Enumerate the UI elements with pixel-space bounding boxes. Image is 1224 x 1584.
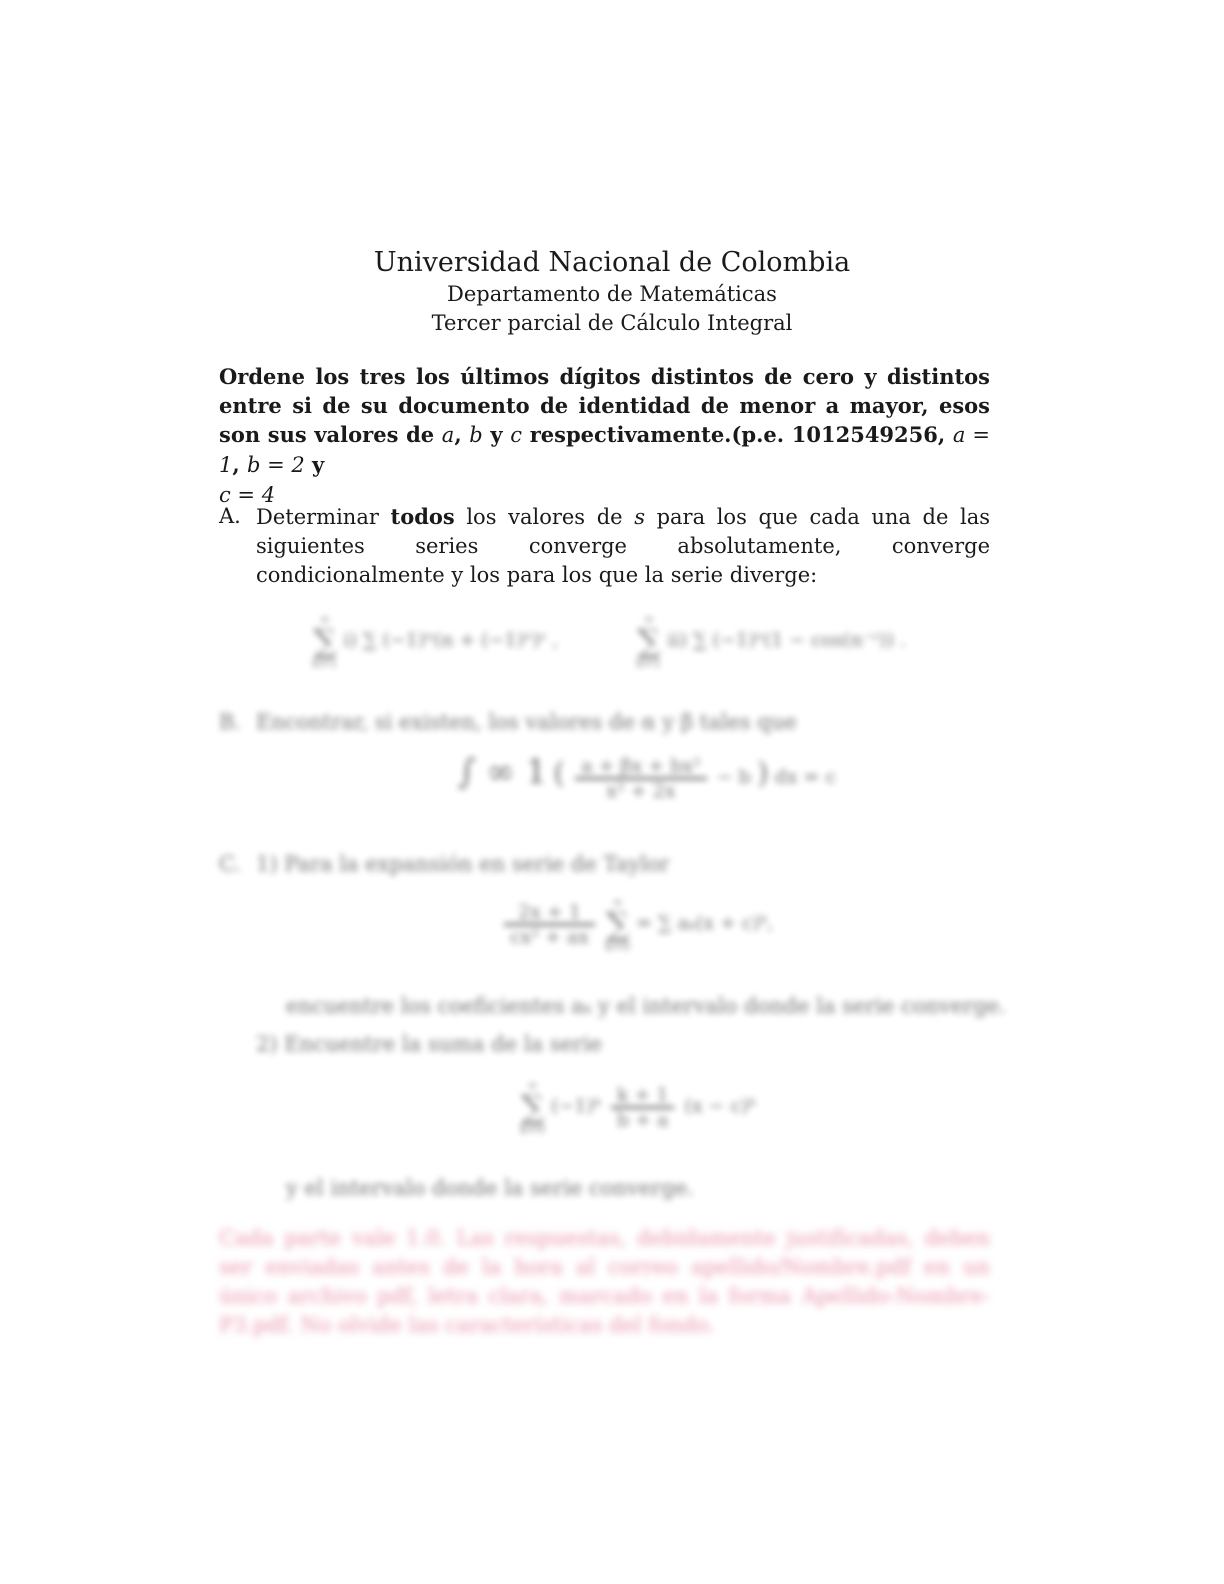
formula-taylor [500, 895, 773, 953]
formula-a-ii-body: ii) ∑ (−1)ⁿ(1 − cos(n⁻ˢ)) . [667, 629, 907, 651]
var-a: a [441, 423, 455, 447]
part-c-sub1-label: 1) [256, 852, 278, 876]
formula-b-tail: − b [716, 766, 751, 788]
formula-b-numerator: a + βx + bx² [581, 754, 701, 777]
formula-b-denominator: x² + 2x [575, 777, 707, 802]
taylor-denominator: cx² + ax [504, 923, 595, 948]
taylor-rhs: = ∑ aₖ(x + c)ᵏ, [636, 912, 774, 934]
formula-a-i-body: i) ∑ (−1)ⁿ(n + (−1)ⁿ)ˢ , [343, 629, 559, 651]
sep-1: , [454, 422, 470, 447]
part-a-text-mid: los valores de [454, 505, 635, 529]
series-lower: k=0 [520, 1122, 545, 1136]
exam-title: Tercer parcial de Cálculo Integral [431, 311, 793, 335]
series-numerator: k + 1 [616, 1083, 669, 1106]
part-a-label: A. [219, 504, 241, 528]
example-b: b = 2 [247, 453, 305, 477]
formula-a-i-lower: n=1 [312, 656, 338, 670]
instructions [219, 362, 990, 510]
part-b-label: B. [219, 710, 242, 734]
integral-sign: ∫ ∞ 1 [458, 752, 548, 792]
taylor-numerator: 2x + 1 [518, 900, 581, 923]
series-tail: (x − c)ᵏ [684, 1095, 756, 1117]
taylor-sigma: ∞ ∑ k=0 [605, 895, 631, 953]
var-b: b [469, 423, 483, 447]
part-c-sub1-text: Para la expansión en serie de Taylor [284, 852, 670, 876]
var-c: c [510, 423, 523, 447]
part-b-text: Encontrar, si existen, los valores de α y β tales que [256, 710, 797, 734]
part-a [219, 502, 990, 590]
series-body: (−1)ᵏ [551, 1095, 601, 1117]
university-title: Universidad Nacional de Colombia [373, 247, 851, 278]
part-a-text [256, 502, 990, 590]
formula-series [520, 1078, 756, 1136]
formula-a-i-sigma: ∞ ∑ n=1 [312, 612, 338, 670]
part-c-sub2-after: y el intervalo donde la serie converge. [286, 1176, 694, 1200]
example-c: c = 4 [219, 483, 276, 507]
part-c-label: C. [219, 852, 241, 876]
series-upper: ∞ [527, 1078, 538, 1092]
instructions-line-2: si de su documento de identidad de menor a mayor, esos son sus [219, 393, 990, 447]
example-a: a = 1 [219, 423, 991, 477]
part-c-sub2-label: 2) [256, 1032, 278, 1056]
formula-b-rhs: dx = c [774, 766, 837, 788]
formula-a-ii-upper: ∞ [643, 612, 654, 626]
taylor-fraction [504, 901, 595, 948]
part-a-text-before: Determinar [256, 505, 391, 529]
formula-a-i [312, 612, 558, 670]
submission-note: Cada parte vale 1.0. Las respuestas, debidamente justificadas, deben ser enviadas antes de la hora al correo apellido/Nombre.pdf en un único archivo pdf, letra clara, marcado en la forma Apellido-Nombre-P3.pdf. No olvide las características del fondo. [219, 1226, 990, 1337]
series-sigma: ∞ ∑ k=0 [520, 1078, 545, 1136]
taylor-upper: ∞ [612, 895, 623, 909]
y-1: y [482, 422, 511, 447]
instructions-line-3b: respectivamente.(p.e. 1012549256, [522, 422, 953, 447]
formula-b-fraction [575, 755, 707, 802]
formula-a-ii [636, 612, 906, 670]
part-c [219, 850, 990, 879]
formula-b: ∫ ∞ 1 ( $\frac{\text{a + βx + bx²}}{\text{x² + 2x}}$ − b ) dx = c [458, 752, 837, 802]
var-s: s [634, 505, 645, 529]
part-b [219, 708, 990, 737]
instructions-line-1: Ordene los tres los últimos dígitos distintos de cero y distintos entre [219, 364, 990, 418]
series-denominator: b + a [611, 1106, 675, 1131]
formula-a-ii-lower: n=1 [636, 656, 662, 670]
taylor-lower: k=0 [605, 939, 631, 953]
formula-a-i-upper: ∞ [319, 612, 330, 626]
formula-a-ii-sigma: ∞ ∑ n=1 [636, 612, 662, 670]
part-c-sub1 [256, 850, 990, 879]
instructions-line-3a: valores de [314, 422, 442, 447]
part-c-sub2 [256, 1030, 602, 1059]
department-title: Departamento de Matemáticas [447, 282, 777, 306]
part-c-sub2-text: Encuentre la suma de la serie [284, 1032, 603, 1056]
sep-2: , [232, 452, 247, 477]
part-a-text-bold: todos [390, 504, 455, 529]
part-c-sub1-after: encuentre los coeficientes aₖ y el intervalo donde la serie converge. [286, 994, 1006, 1018]
part-a-text-after: para los que cada una de las siguientes series converge absolutamente, converge condicionalmente y los para los que la serie diverge: [256, 505, 991, 587]
y-2: y [304, 452, 325, 477]
series-fraction [611, 1084, 675, 1131]
